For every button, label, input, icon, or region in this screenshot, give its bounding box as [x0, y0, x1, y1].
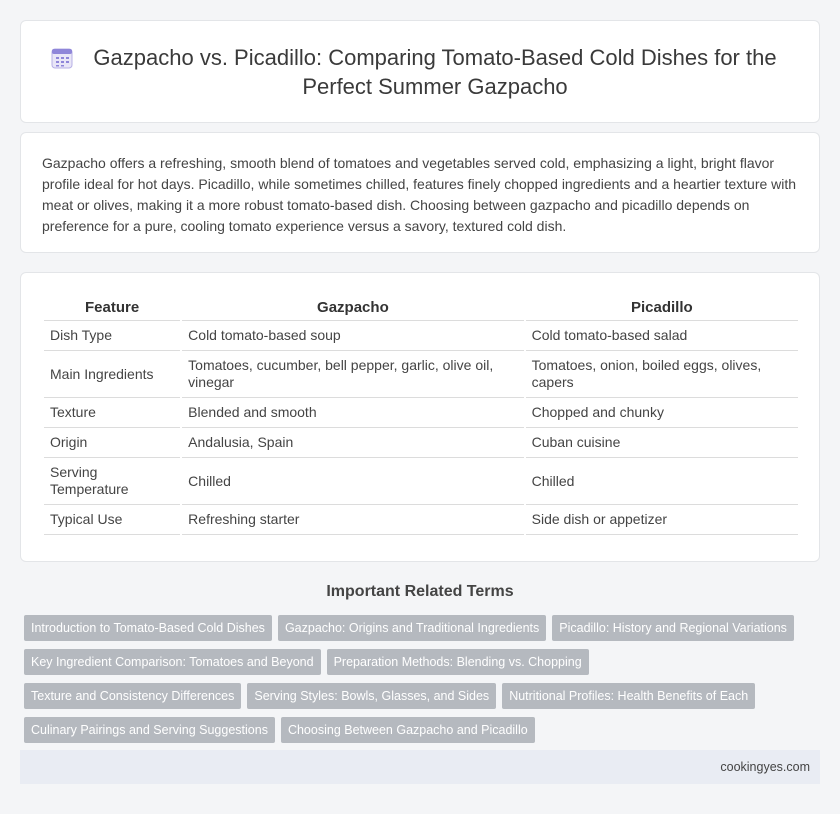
table-cell: Blended and smooth — [182, 398, 523, 428]
intro-card — [20, 132, 820, 253]
related-term-tag[interactable]: Preparation Methods: Blending vs. Chopping — [327, 649, 589, 675]
related-term-tag[interactable]: Key Ingredient Comparison: Tomatoes and Beyond — [24, 649, 321, 675]
table-cell: Texture — [44, 398, 180, 428]
footer — [20, 750, 820, 784]
table-row — [44, 505, 798, 535]
related-term-tag[interactable]: Gazpacho: Origins and Traditional Ingredients — [278, 615, 546, 641]
table-cell: Chilled — [526, 458, 798, 505]
comparison-card — [20, 272, 820, 562]
related-term-tag[interactable]: Serving Styles: Bowls, Glasses, and Sides — [247, 683, 496, 709]
header-gazpacho: Gazpacho — [182, 295, 523, 321]
table-cell: Tomatoes, cucumber, bell pepper, garlic, olive oil, vinegar — [182, 351, 523, 398]
table-row — [44, 398, 798, 428]
related-terms-heading: Important Related Terms — [326, 583, 514, 600]
table-cell: Cuban cuisine — [526, 428, 798, 458]
comparison-table — [42, 295, 800, 535]
table-cell: Chopped and chunky — [526, 398, 798, 428]
related-terms-list — [24, 615, 804, 743]
header-picadillo: Picadillo — [526, 295, 798, 321]
related-term-tag[interactable]: Picadillo: History and Regional Variations — [552, 615, 794, 641]
title-card — [20, 20, 820, 123]
table-cell: Typical Use — [44, 505, 180, 535]
related-term-tag[interactable]: Choosing Between Gazpacho and Picadillo — [281, 717, 535, 743]
related-term-tag[interactable]: Nutritional Profiles: Health Benefits of Each — [502, 683, 755, 709]
page-title: Gazpacho vs. Picadillo: Comparing Tomato-Based Cold Dishes for the Perfect Summer Gazpacho — [93, 45, 777, 99]
table-header-row — [44, 295, 798, 321]
intro-paragraph: Gazpacho offers a refreshing, smooth blend of tomatoes and vegetables served cold, emphasizing a light, bright flavor profile ideal for hot days. Picadillo, while sometimes chilled, features finely chopped ingredients and a heartier texture with meat or olives, making it a more robust tomato-based dish. Choosing between gazpacho and picadillo depends on preference for a pure, cooling tomato experience versus a savory, textured cold dish. — [42, 155, 797, 234]
table-cell: Andalusia, Spain — [182, 428, 523, 458]
related-term-tag[interactable]: Introduction to Tomato-Based Cold Dishes — [24, 615, 272, 641]
footer-site-link[interactable]: cookingyes.com — [720, 760, 810, 774]
table-cell: Serving Temperature — [44, 458, 180, 505]
table-cell: Refreshing starter — [182, 505, 523, 535]
table-cell: Cold tomato-based soup — [182, 321, 523, 351]
table-row — [44, 351, 798, 398]
table-cell: Side dish or appetizer — [526, 505, 798, 535]
header-feature: Feature — [44, 295, 180, 321]
table-row — [44, 458, 798, 505]
table-cell: Cold tomato-based salad — [526, 321, 798, 351]
table-cell: Chilled — [182, 458, 523, 505]
table-cell: Main Ingredients — [44, 351, 180, 398]
related-term-tag[interactable]: Culinary Pairings and Serving Suggestions — [24, 717, 275, 743]
related-term-tag[interactable]: Texture and Consistency Differences — [24, 683, 241, 709]
table-cell: Tomatoes, onion, boiled eggs, olives, capers — [526, 351, 798, 398]
table-cell: Dish Type — [44, 321, 180, 351]
table-row — [44, 428, 798, 458]
table-row — [44, 321, 798, 351]
table-cell: Origin — [44, 428, 180, 458]
